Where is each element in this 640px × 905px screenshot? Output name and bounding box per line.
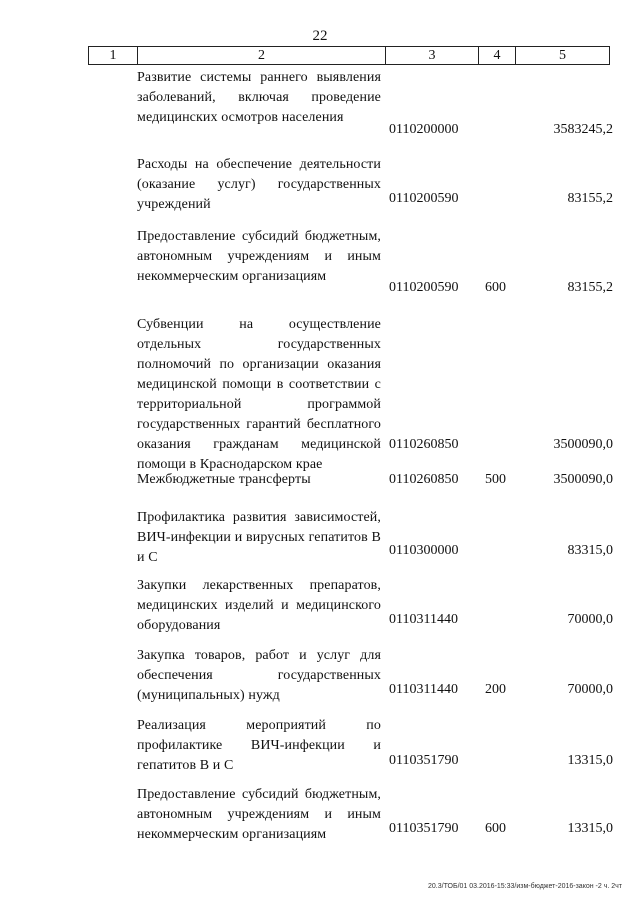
row-amount: 83315,0 [567,543,613,558]
row-type: 200 [485,682,506,697]
row-description: Межбюджетные трансферты [137,472,311,487]
page-number: 22 [312,28,328,44]
row-description: Реализация мероприятий по профилактике ВИЧ-инфекции и гепатитов В и С [137,718,381,773]
row-description: Субвенции на осуществление отдельных государственных полномочий по организации оказания медицинской помощи в соответствии с территориальной программой государственных гарантий бесплатного оказания гражданам медицинской помощи в Краснодарском крае [137,317,381,472]
row-code: 0110200590 [389,191,459,206]
document-footer-reference: 20.3/ТОБ/01 03.2016-15:33/изм-бюджет-2016-закон -2 ч. 2чт [428,883,622,890]
row-description: Расходы на обеспечение деятельности (оказание услуг) государственных учреждений [137,157,381,212]
column-header-2: 2 [138,47,386,65]
column-header-3: 3 [386,47,479,65]
column-header-5: 5 [516,47,610,65]
row-description: Предоставление субсидий бюджетным, автономным учреждениям и иным некоммерческим организациям [137,229,381,284]
row-amount: 3500090,0 [553,472,613,487]
row-amount: 70000,0 [567,612,613,627]
row-amount: 70000,0 [567,682,613,697]
row-description: Развитие системы раннего выявления заболеваний, включая проведение медицинских осмотров населения [137,70,381,125]
row-code: 0110311440 [389,612,458,627]
row-amount: 13315,0 [567,753,613,768]
row-code: 0110311440 [389,682,458,697]
row-description: Предоставление субсидий бюджетным, автономным учреждениям и иным некоммерческим организациям [137,787,381,842]
row-amount: 13315,0 [567,821,613,836]
row-type: 500 [485,472,506,487]
row-code: 0110351790 [389,821,459,836]
row-code: 0110260850 [389,472,459,487]
row-code: 0110200590 [389,280,459,295]
row-description: Закупки лекарственных препаратов, медицинских изделий и медицинского оборудования [137,578,381,633]
row-type: 600 [485,821,506,836]
row-amount: 83155,2 [567,280,613,295]
row-description: Профилактика развития зависимостей, ВИЧ-инфекции и вирусных гепатитов В и С [137,510,381,565]
column-header-4: 4 [479,47,516,65]
row-code: 0110300000 [389,543,459,558]
row-amount: 3500090,0 [553,437,613,452]
row-amount: 3583245,2 [553,122,613,137]
row-description: Закупка товаров, работ и услуг для обеспечения государственных (муниципальных) нужд [137,648,381,703]
row-amount: 83155,2 [567,191,613,206]
row-code: 0110200000 [389,122,459,137]
row-type: 600 [485,280,506,295]
row-code: 0110260850 [389,437,459,452]
column-header-1: 1 [89,47,138,65]
row-code: 0110351790 [389,753,459,768]
